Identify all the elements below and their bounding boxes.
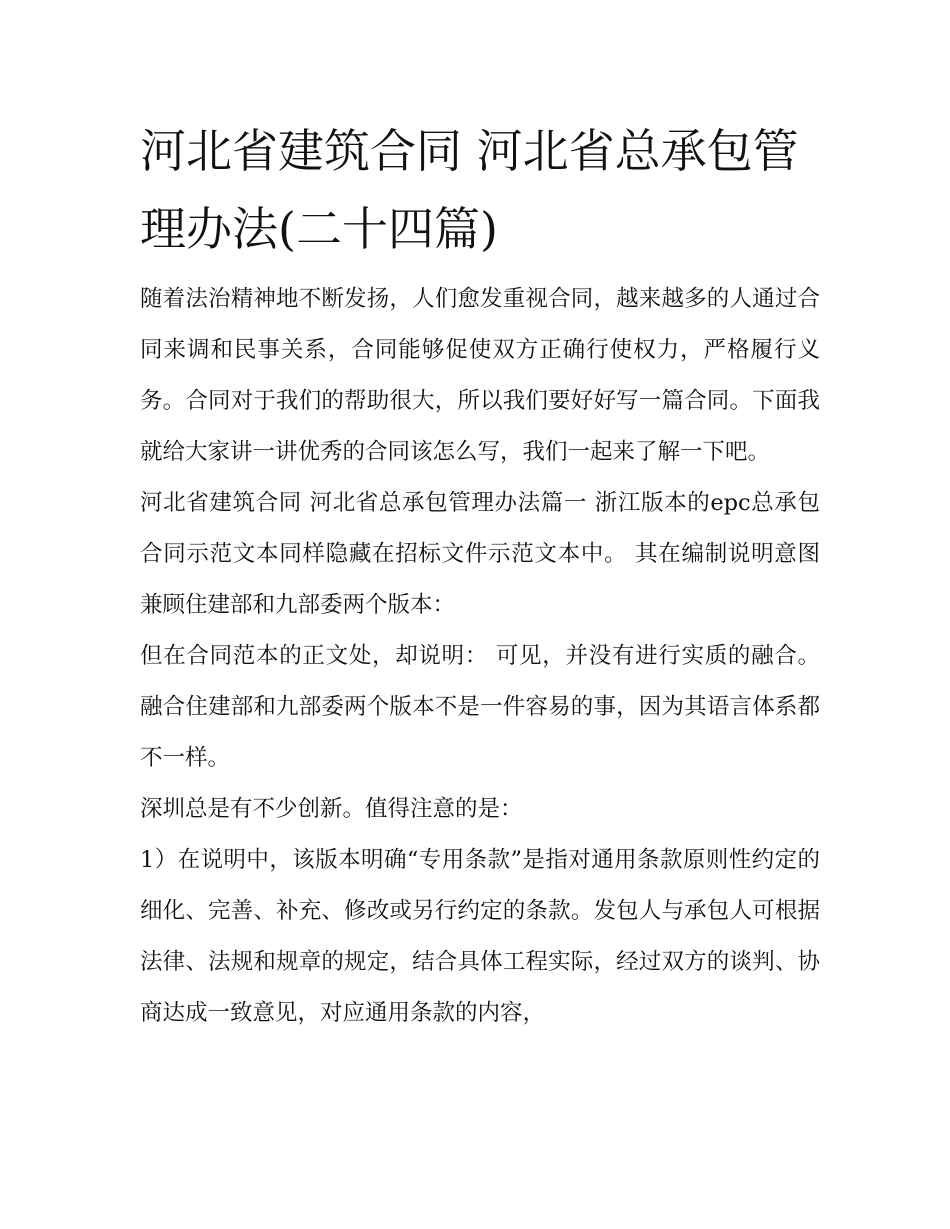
paragraph-shenzhen: 深圳总是有不少创新。值得注意的是： — [140, 796, 523, 822]
paragraph-item-1: 1）在说明中，该版本明确“专用条款”是指对通用条款原则性约定的细化、完善、补充、修改或另行约定的条款。发包人与承包人可根据法律、法规和规章的规定，结合具体工程实际，经过双方的谈判、协商达成一致意见，对应通用条款的内容， — [140, 847, 820, 1026]
document-body — [140, 274, 820, 1039]
paragraph-section-one: 河北省建筑合同 河北省总承包管理办法篇一 浙江版本的epc总承包合同示范文本同样隐藏在招标文件示范文本中。 其在编制说明意图兼顾住建部和九部委两个版本： — [140, 490, 820, 618]
paragraph-intro: 随着法治精神地不断发扬，人们愈发重视合同，越来越多的人通过合同来调和民事关系，合同能够促使双方正确行使权力，严格履行义务。合同对于我们的帮助很大，所以我们要好好写一篇合同。下面我就给大家讲一讲优秀的合同该怎么写，我们一起来了解一下吧。 — [140, 286, 820, 465]
paragraph-contract-note: 但在合同范本的正文处，却说明： 可见，并没有进行实质的融合。融合住建部和九部委两个版本不是一件容易的事，因为其语言体系都不一样。 — [140, 643, 820, 771]
document-title: 河北省建筑合同 河北省总承包管理办法(二十四篇) — [140, 124, 799, 256]
